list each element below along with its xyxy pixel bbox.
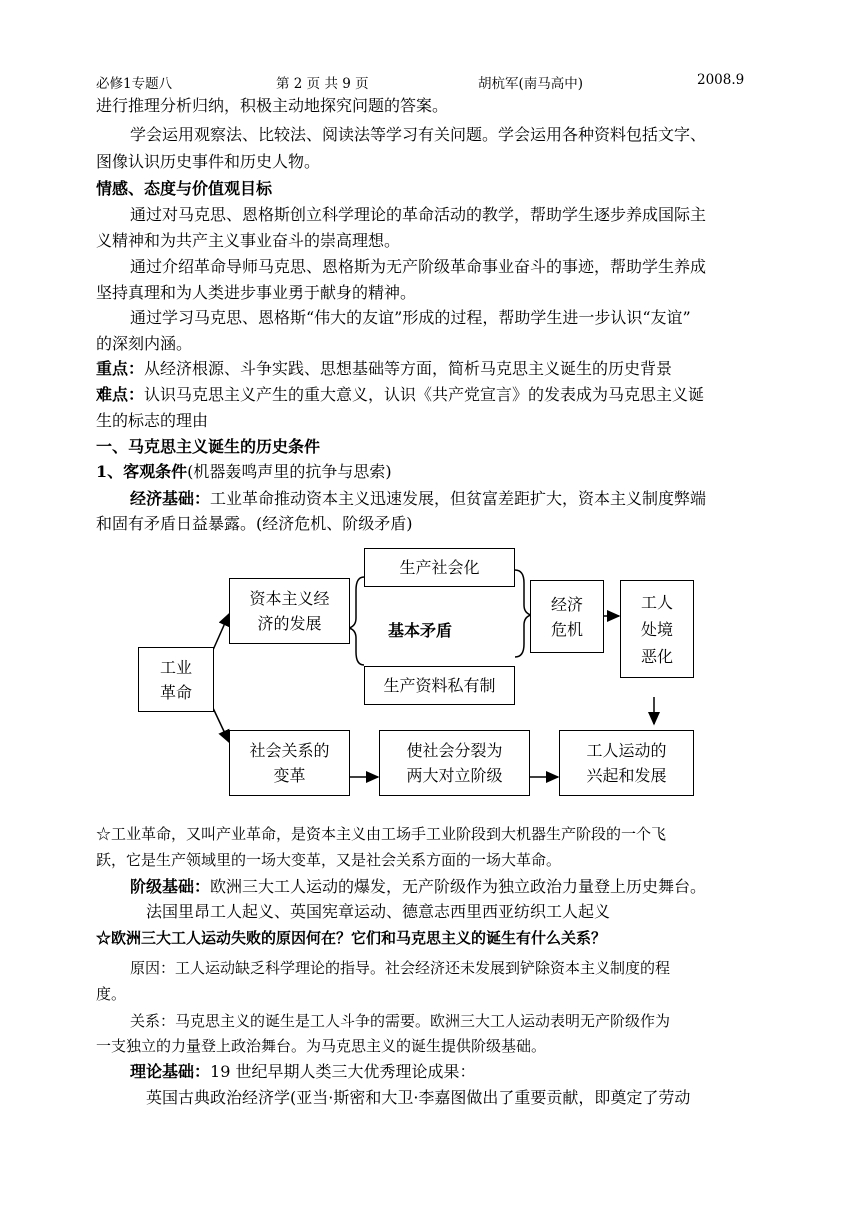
arrow-up-connector	[213, 614, 229, 650]
box-labor-movement	[559, 730, 694, 796]
key-text: 从经济根源、斗争实践、思想基础等方面，简析马克思主义诞生的历史背景	[144, 359, 673, 378]
theory-basis	[130, 1061, 475, 1083]
box-social-change	[229, 730, 350, 796]
box-text: 恶化	[640, 646, 673, 666]
difficulty-text: 认识马克思主义产生的重大意义，认识《共产党宣言》的发表成为马克思主义诞	[144, 385, 705, 404]
box-worker-conditions	[620, 580, 694, 678]
key-label: 重点：	[96, 359, 145, 378]
economic-text: 工业革命推动资本主义迅速发展，但贫富差距扩大，资本主义制度弊端	[210, 489, 707, 508]
paragraph-line: 进行推理分析归纳，积极主动地探究问题的答案。	[96, 96, 449, 115]
heading-section-1: 一、马克思主义诞生的历史条件	[96, 437, 321, 456]
box-private-ownership: 生产资料私有制	[364, 666, 515, 705]
box-text: 工业	[159, 657, 192, 677]
box-capitalist-economy	[229, 578, 350, 644]
box-text: 工人	[640, 592, 673, 612]
class-list: 法国里昂工人起义、英国宪章运动、德意志西里西亚纺织工人起义	[146, 902, 611, 921]
class-text: 欧洲三大工人运动的爆发，无产阶级作为独立政治力量登上历史舞台。	[210, 877, 707, 896]
header-author: 胡杭军(南马高中)	[478, 76, 584, 92]
box-text: 使社会分裂为	[406, 741, 503, 760]
box-text: 资本主义经	[249, 589, 330, 608]
relation-line: 关系：马克思主义的诞生是工人斗争的需要。欧洲三大工人运动表明无产阶级作为	[130, 1012, 671, 1030]
box-class-split	[379, 730, 530, 796]
paragraph-line: 度。	[96, 985, 127, 1003]
header-course: 必修1专题八	[96, 76, 173, 92]
paragraph-line: 图像认识历史事件和历史人物。	[96, 152, 321, 171]
box-text: 革命	[159, 682, 192, 702]
left-brace	[349, 577, 364, 665]
box-social-production: 生产社会化	[364, 548, 515, 587]
paragraph-line: 英国古典政治经济学(亚当·斯密和大卫·李嘉图做出了重要贡献，即奠定了劳动	[146, 1088, 691, 1107]
paragraph-line: 通过介绍革命导师马克思、恩格斯为无产阶级革命事业奋斗的事迹，帮助学生养成	[130, 257, 707, 276]
paragraph-line: 和固有矛盾日益暴露。(经济危机、阶级矛盾)	[96, 514, 413, 533]
star-question: ☆欧洲三大工人运动失败的原因何在？它们和马克思主义的诞生有什么关系？	[96, 929, 607, 947]
heading-emotion-goals: 情感、态度与价值观目标	[96, 179, 273, 198]
economic-label: 经济基础：	[130, 489, 211, 508]
paragraph-line: 坚持真理和为人类进步事业勇于献身的精神。	[96, 283, 417, 302]
box-text: 工人运动的	[586, 741, 667, 760]
box-text: 变革	[273, 766, 306, 785]
paragraph-line: 跃，它是生产领域里的一场大变革，又是社会关系方面的一场大革命。	[96, 851, 562, 869]
paragraph-line: 一支独立的力量登上政治舞台。为马克思主义的诞生提供阶级基础。	[96, 1037, 547, 1055]
box-economic-crisis	[530, 580, 604, 653]
paragraph-line: 的深刻内涵。	[96, 334, 193, 353]
paragraph-line: 通过对马克思、恩格斯创立科学理论的革命活动的教学，帮助学生逐步养成国际主	[130, 205, 707, 224]
theory-label: 理论基础：	[130, 1062, 211, 1081]
box-text: 危机	[550, 619, 583, 639]
header-page: 第 2 页 共 9 页	[276, 76, 369, 92]
reason-line: 原因：工人运动缺乏科学理论的指导。社会经济还未发展到铲除资本主义制度的程	[130, 959, 671, 977]
arrow-down-connector	[213, 708, 229, 742]
objective-note: (机器轰鸣声里的抗争与思索)	[187, 462, 392, 481]
box-text: 两大对立阶级	[406, 766, 503, 785]
paragraph-line: 义精神和为共产主义事业奋斗的崇高理想。	[96, 231, 401, 250]
paragraph-line: 学会运用观察法、比较法、阅读法等学习有关问题。学会运用各种资料包括文字、	[130, 125, 707, 144]
box-text: 社会关系的	[249, 741, 330, 760]
paragraph-line: 通过学习马克思、恩格斯“伟大的友谊”形成的过程，帮助学生进一步认识“友谊”	[130, 308, 691, 327]
box-text: 处境	[640, 619, 673, 639]
class-basis	[130, 876, 706, 898]
objective-label: 1、客观条件	[96, 462, 188, 481]
difficulty-label: 难点：	[96, 385, 145, 404]
right-brace	[515, 570, 531, 657]
class-label: 阶级基础：	[130, 877, 211, 896]
box-industrial-revolution	[138, 647, 214, 712]
paragraph-line: 生的标志的理由	[96, 411, 209, 430]
box-text: 兴起和发展	[586, 766, 667, 785]
theory-text: 19 世纪早期人类三大优秀理论成果：	[210, 1062, 476, 1081]
box-text: 经济	[550, 594, 583, 614]
header-date: 2008.9	[697, 72, 745, 88]
basic-contradiction-label: 基本矛盾	[388, 621, 453, 640]
box-text: 济的发展	[257, 614, 322, 633]
star-note-1: ☆工业革命，又叫产业革命，是资本主义由工场手工业阶段到大机器生产阶段的一个飞	[96, 825, 667, 843]
